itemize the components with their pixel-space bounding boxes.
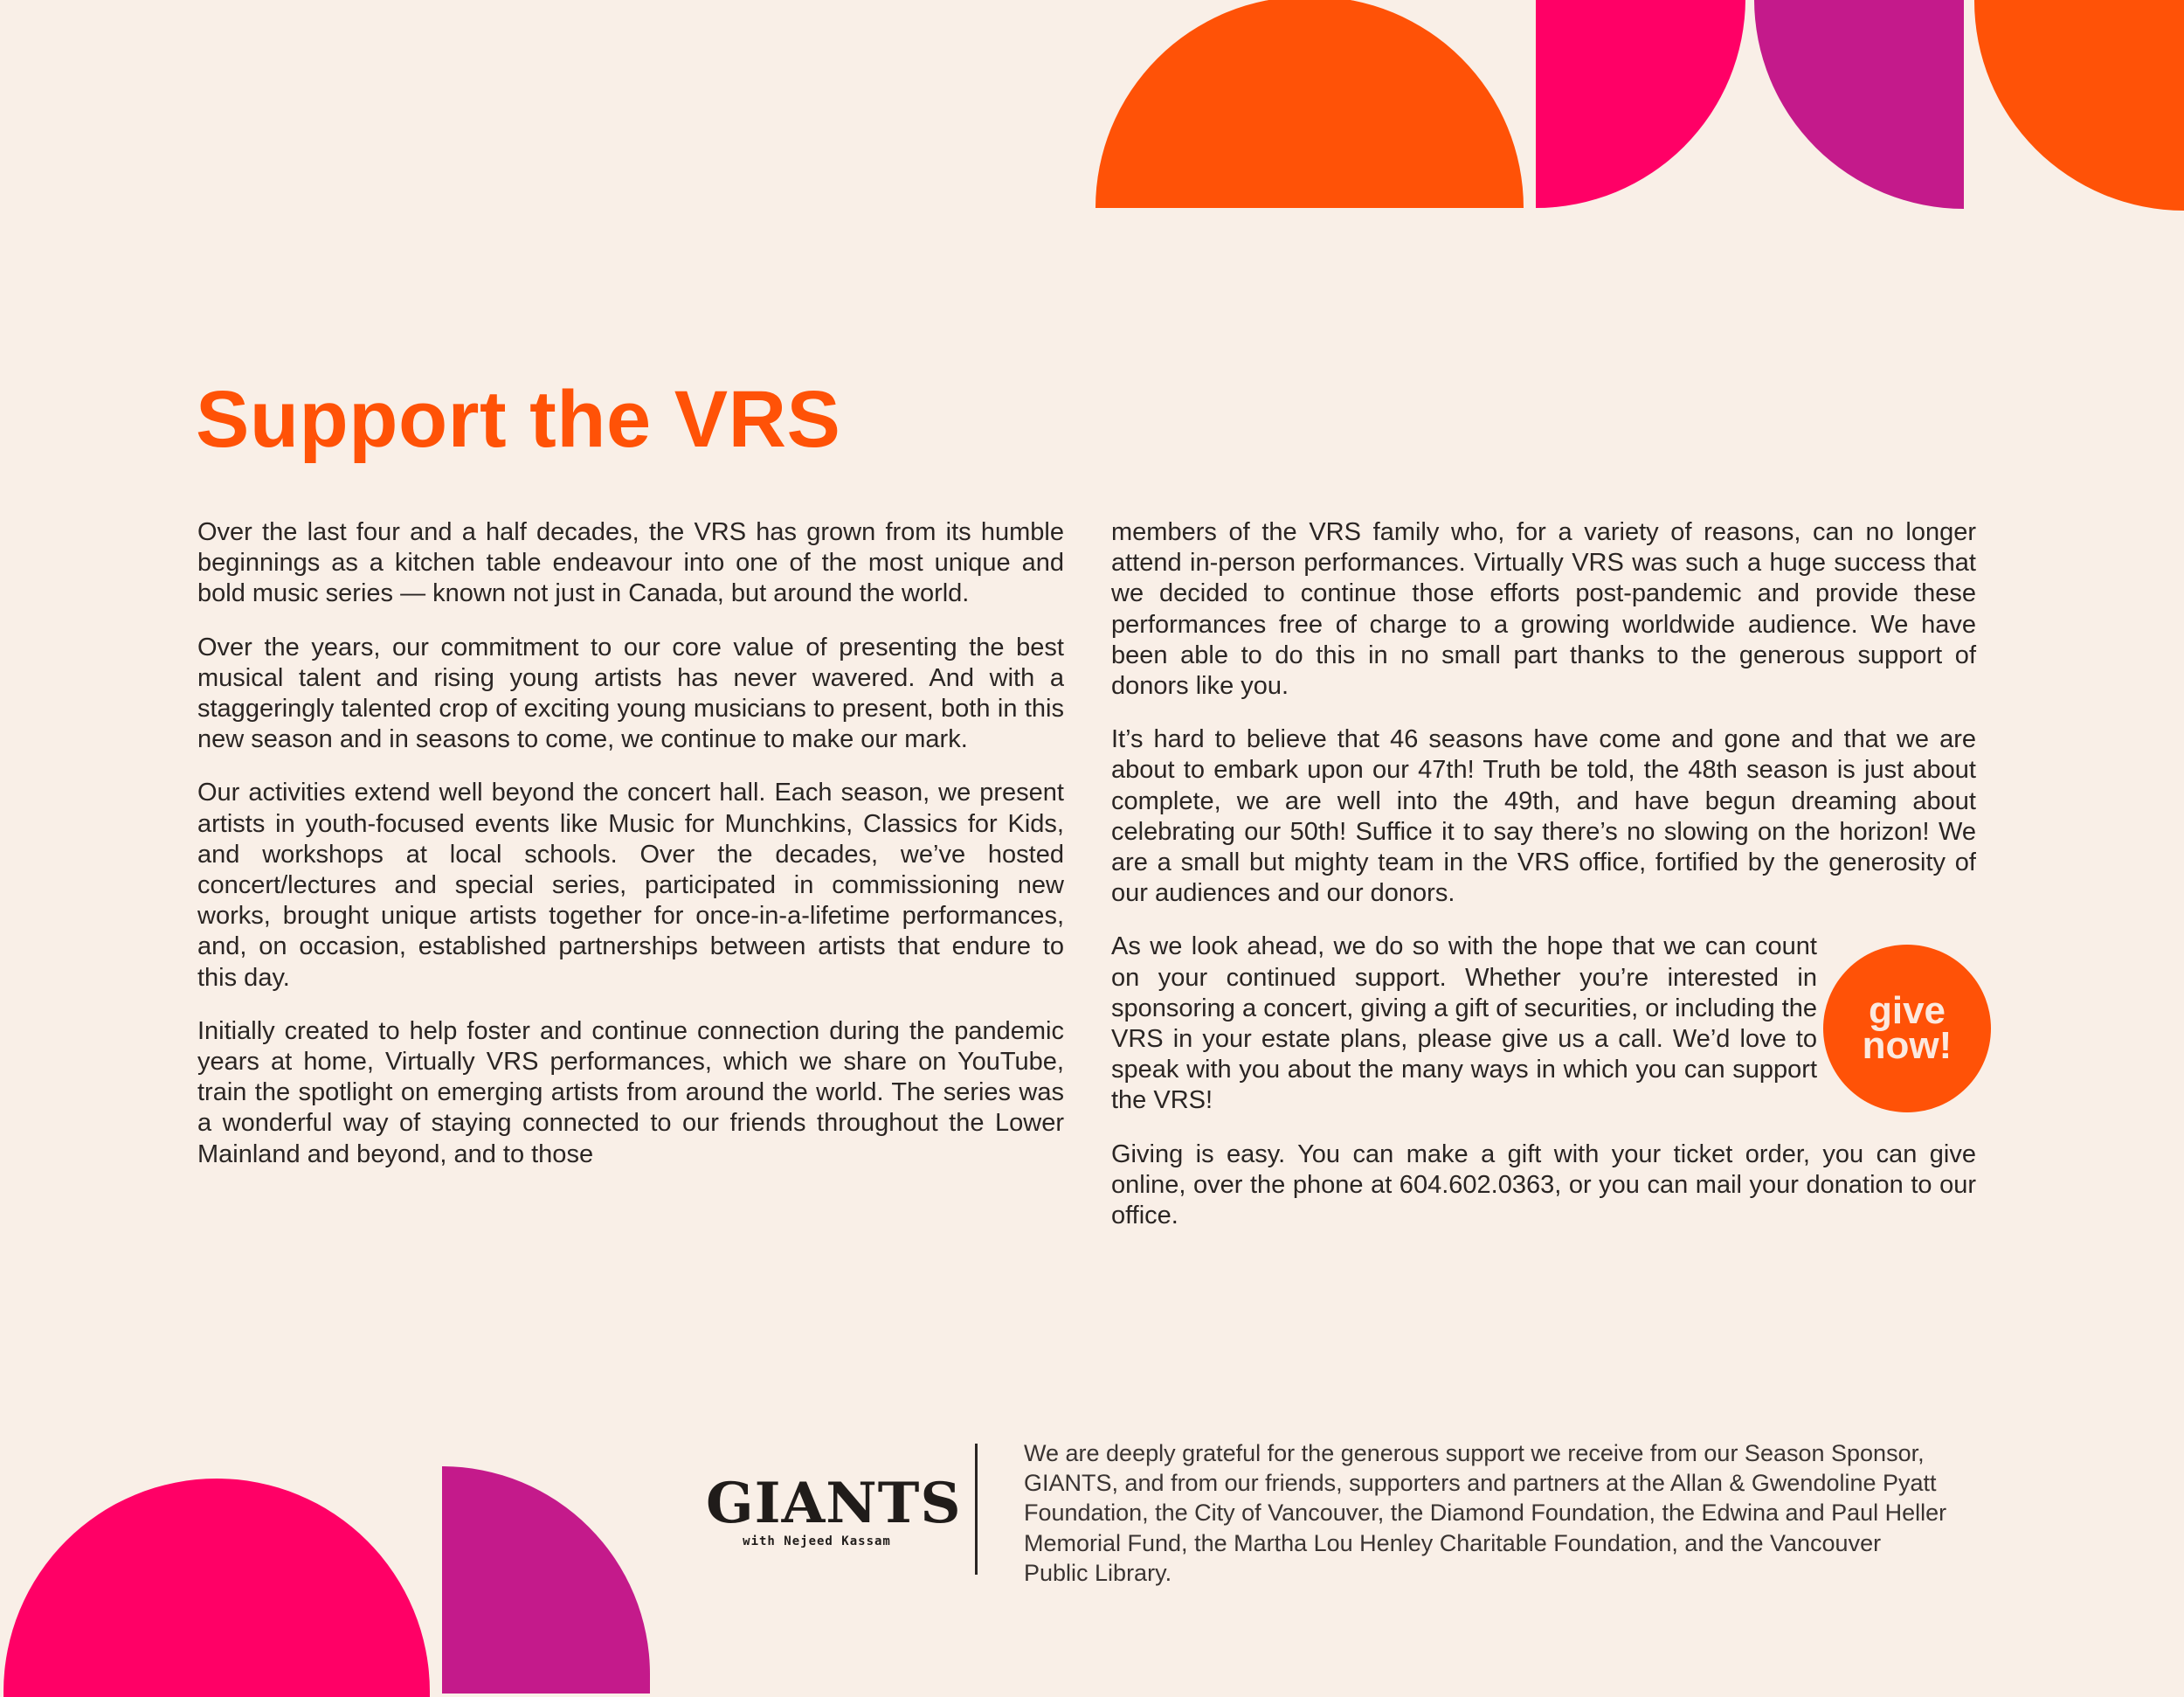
decorative-purple-quarter-circle: [1754, 0, 1964, 209]
body-paragraph: As we look ahead, we do so with the hope that we can count on your continued support. Whether you’re interested in sponsoring a concert, giving a gift of securities, or including the VRS in your estate plans, please give us a call. We’d love to speak with you about the many ways in which you can support the VRS!: [1111, 932, 1817, 1115]
give-now-label-line2: now!: [1862, 1024, 1952, 1067]
giants-logo-subtitle: with Nejeed Kassam: [743, 1534, 891, 1548]
decorative-pink-half-circle: [3, 1479, 430, 1697]
decorative-orange-quarter-circle: [1974, 0, 2184, 211]
vertical-divider: [975, 1444, 978, 1575]
body-paragraph: Our activities extend well beyond the concert hall. Each season, we present artists in youth-focused events like Music for Munchkins, Classics for Kids, and workshops at local schools. Over the decades, we’ve hosted concert/lectures and special series, participated in commissioning new works, brought unique artists together for once-in-a-lifetime performances, and, on occasion, established partnerships between artists that endure to this day.: [197, 779, 1064, 992]
body-paragraph: Initially created to help foster and continue connection during the pandemic years at home, Virtually VRS performances, which we share on YouTube, train the spotlight on emerging artists from around the world. The series was a wonderful way of staying connected to our friends throughout the Lower Mainland and beyond, and to those: [197, 1016, 1064, 1168]
right-column: [1111, 517, 1976, 1254]
body-paragraph: members of the VRS family who, for a variety of reasons, can no longer attend in-person performances. Virtually VRS was such a huge success that we decided to continue those efforts post-pandemic and provide these performances free of charge to a growing worldwide audience. We have been able to do this in no small part thanks to the generous support of donors like you.: [1111, 518, 1976, 701]
body-paragraph: Over the years, our commitment to our core value of presenting the best musical talent and rising young artists has never wavered. And with a staggeringly talented crop of exciting young musicians to present, both in this new season and in seasons to come, we continue to make our mark.: [197, 633, 1064, 754]
decorative-purple-quarter-circle-bottom: [442, 1466, 650, 1694]
body-paragraph: It’s hard to believe that 46 seasons have come and gone and that we are about to embark upon our 47th! Truth be told, the 48th season is just about complete, we are well into the 49th, and have begun dreaming about celebrating our 50th! Suffice it to say there’s no slowing on the horizon! We are a small but mighty team in the VRS office, fortified by the generosity of our audiences and our donors.: [1111, 725, 1976, 908]
decorative-orange-half-circle: [1095, 0, 1524, 208]
body-paragraph: Over the last four and a half decades, the VRS has grown from its humble beginnings as a kitchen table endeavour into one of the most unique and bold music series — known not just in Canada, but around the world.: [197, 518, 1064, 608]
give-now-label-line1: give: [1868, 989, 1946, 1032]
give-now-button[interactable]: [1823, 945, 1991, 1112]
giants-logo: [706, 1471, 962, 1548]
sponsor-acknowledgement: We are deeply grateful for the generous support we receive from our Season Sponsor, GIANTS, and from our friends, supporters and partners at the Allan & Gwendoline Pyatt Foundation, the City of Vancouver, the Diamond Foundation, the Edwina and Paul Heller Memorial Fund, the Martha Lou Henley Charitable Foundation, and the Vancouver Public Library.: [1024, 1440, 1947, 1586]
left-column: [197, 517, 1064, 1193]
giants-logo-wordmark: GIANTS: [706, 1471, 962, 1536]
decorative-pink-quarter-circle: [1536, 0, 1745, 208]
body-paragraph: Giving is easy. You can make a gift with your ticket order, you can give online, over the phone at 604.602.0363, or you can mail your donation to our office.: [1111, 1139, 1976, 1230]
page-title: Support the VRS: [196, 375, 841, 464]
